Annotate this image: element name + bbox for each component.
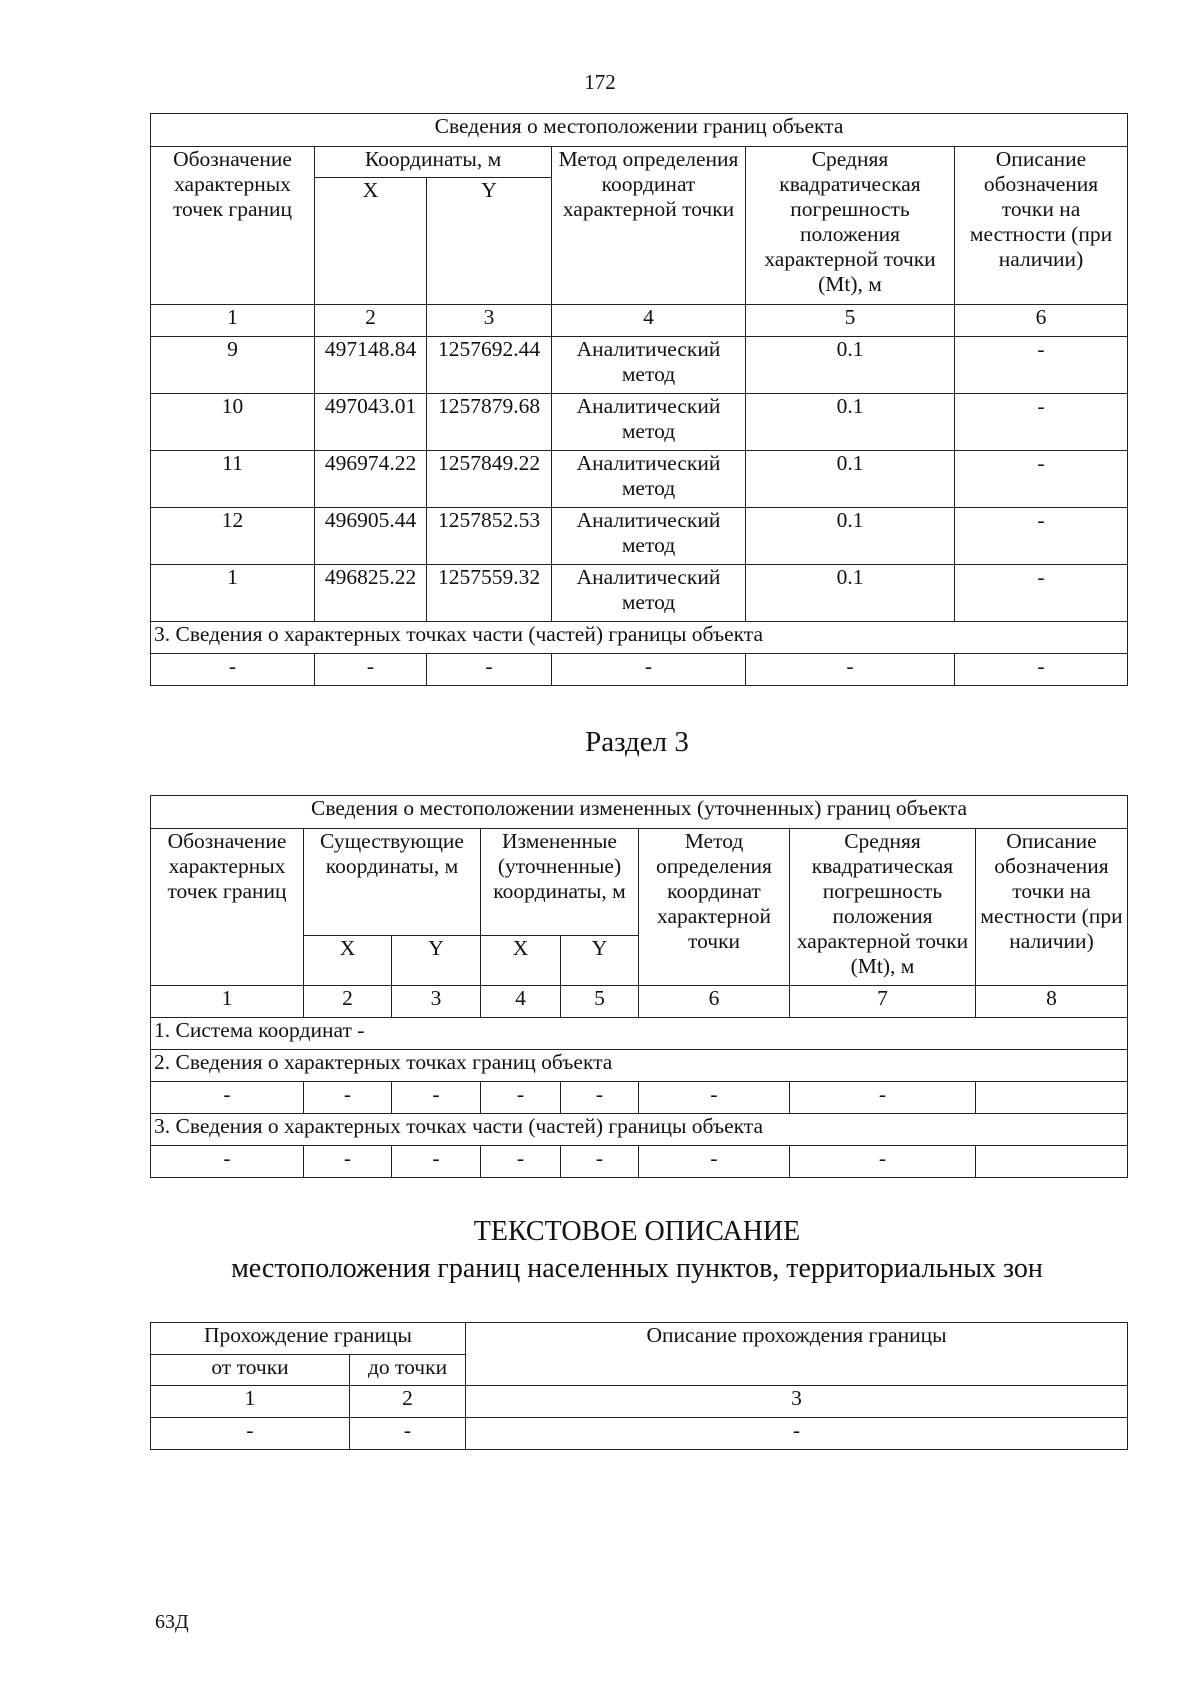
header-x: X: [304, 936, 392, 986]
method-cell: Аналитический метод: [552, 394, 746, 451]
header-mean-error: Средняя квадратическая погрешность положения характерной точки (Mt), м: [746, 147, 955, 305]
header-mean-error: Средняя квадратическая погрешность положения характерной точки (Mt), м: [790, 829, 976, 986]
table-row: [151, 337, 1128, 394]
header-from-point: от точки: [151, 1355, 350, 1386]
description-cell: -: [955, 565, 1128, 622]
point-cell: 9: [151, 337, 315, 394]
column-number: 2: [315, 305, 427, 337]
empty-cell: -: [481, 1146, 561, 1178]
x-cell: 496825.22: [315, 565, 427, 622]
empty-cell: -: [955, 654, 1128, 686]
empty-cell: -: [427, 654, 552, 686]
table-row: [151, 451, 1128, 508]
point-cell: 11: [151, 451, 315, 508]
column-number: 2: [350, 1386, 466, 1418]
error-cell: 0.1: [746, 451, 955, 508]
header-method: Метод определения координат характерной точки: [552, 147, 746, 305]
x-cell: 497043.01: [315, 394, 427, 451]
header-method: Метод определения координат характерной точки: [639, 829, 790, 986]
header-changed-coordinates: Измененные (уточненные) координаты, м: [481, 829, 639, 936]
parts-section-title: 3. Сведения о характерных точках части (частей) границы объекта: [151, 1114, 1128, 1146]
boundary-location-table: [150, 113, 1128, 686]
page-number: 172: [584, 70, 616, 94]
table-row: [151, 1082, 1128, 1114]
table-caption: Сведения о местоположении границ объекта: [151, 114, 1128, 147]
empty-cell: -: [790, 1082, 976, 1114]
header-y: Y: [561, 936, 639, 986]
column-number: 6: [955, 305, 1128, 337]
column-number: 8: [976, 986, 1128, 1018]
coordinate-system-title: 1. Система координат -: [151, 1018, 1128, 1050]
column-numbers-row: [151, 305, 1128, 337]
column-number: 3: [427, 305, 552, 337]
empty-cell: -: [639, 1082, 790, 1114]
header-boundary-passage: Прохождение границы: [151, 1323, 466, 1355]
column-number: 5: [746, 305, 955, 337]
header-x: X: [481, 936, 561, 986]
empty-cell: -: [392, 1146, 481, 1178]
column-numbers-row: [151, 1386, 1128, 1418]
empty-cell: [976, 1146, 1128, 1178]
empty-cell: -: [561, 1146, 639, 1178]
header-point-designation: Обозначение характерных точек границ: [151, 829, 304, 986]
table-row: [151, 508, 1128, 565]
column-number: 2: [304, 986, 392, 1018]
header-passage-description: Описание прохождения границы: [466, 1323, 1128, 1386]
header-coordinates: Координаты, м: [315, 147, 552, 178]
text-description-subtitle: местоположения границ населенных пунктов, территориальных зон: [231, 1253, 1043, 1284]
header-y: Y: [392, 936, 481, 986]
table-caption: Сведения о местоположении измененных (уточненных) границ объекта: [151, 796, 1128, 829]
table-row: [151, 654, 1128, 686]
column-number: 1: [151, 305, 315, 337]
column-number: 3: [392, 986, 481, 1018]
description-cell: -: [955, 337, 1128, 394]
footer-code: 63Д: [155, 1611, 189, 1633]
y-cell: 1257849.22: [427, 451, 552, 508]
y-cell: 1257852.53: [427, 508, 552, 565]
column-number: 4: [552, 305, 746, 337]
empty-cell: -: [392, 1082, 481, 1114]
column-numbers-row: [151, 986, 1128, 1018]
empty-cell: -: [790, 1146, 976, 1178]
x-cell: 497148.84: [315, 337, 427, 394]
y-cell: 1257559.32: [427, 565, 552, 622]
header-y: Y: [427, 178, 552, 305]
empty-cell: -: [350, 1418, 466, 1450]
method-cell: Аналитический метод: [552, 337, 746, 394]
empty-cell: -: [151, 1146, 304, 1178]
changed-boundaries-table: [150, 795, 1128, 1178]
header-x: X: [315, 178, 427, 305]
point-cell: 1: [151, 565, 315, 622]
description-cell: -: [955, 394, 1128, 451]
error-cell: 0.1: [746, 508, 955, 565]
header-to-point: до точки: [350, 1355, 466, 1386]
empty-cell: -: [151, 654, 315, 686]
y-cell: 1257692.44: [427, 337, 552, 394]
method-cell: Аналитический метод: [552, 508, 746, 565]
points-section-title: 2. Сведения о характерных точках границ объекта: [151, 1050, 1128, 1082]
column-number: 3: [466, 1386, 1128, 1418]
empty-cell: -: [481, 1082, 561, 1114]
error-cell: 0.1: [746, 394, 955, 451]
empty-cell: -: [639, 1146, 790, 1178]
method-cell: Аналитический метод: [552, 565, 746, 622]
section-heading: Раздел 3: [585, 726, 689, 758]
error-cell: 0.1: [746, 565, 955, 622]
empty-cell: -: [304, 1146, 392, 1178]
header-existing-coordinates: Существующие координаты, м: [304, 829, 481, 936]
x-cell: 496905.44: [315, 508, 427, 565]
empty-cell: -: [315, 654, 427, 686]
boundary-passage-table: [150, 1322, 1128, 1450]
column-number: 1: [151, 1386, 350, 1418]
column-number: 6: [639, 986, 790, 1018]
empty-cell: -: [561, 1082, 639, 1114]
x-cell: 496974.22: [315, 451, 427, 508]
empty-cell: -: [552, 654, 746, 686]
error-cell: 0.1: [746, 337, 955, 394]
point-cell: 10: [151, 394, 315, 451]
column-number: 5: [561, 986, 639, 1018]
text-description-title: ТЕКСТОВОЕ ОПИСАНИЕ: [473, 1216, 801, 1247]
table-row: [151, 394, 1128, 451]
table-row: [151, 1146, 1128, 1178]
empty-cell: -: [466, 1418, 1128, 1450]
column-number: 1: [151, 986, 304, 1018]
description-cell: -: [955, 508, 1128, 565]
header-point-description: Описание обозначения точки на местности (при наличии): [955, 147, 1128, 305]
point-cell: 12: [151, 508, 315, 565]
y-cell: 1257879.68: [427, 394, 552, 451]
empty-cell: -: [304, 1082, 392, 1114]
method-cell: Аналитический метод: [552, 451, 746, 508]
column-number: 7: [790, 986, 976, 1018]
table-row: [151, 1418, 1128, 1450]
empty-cell: [976, 1082, 1128, 1114]
header-point-description: Описание обозначения точки на местности (при наличии): [976, 829, 1128, 986]
empty-cell: -: [151, 1418, 350, 1450]
description-cell: -: [955, 451, 1128, 508]
parts-section-title: 3. Сведения о характерных точках части (частей) границы объекта: [151, 622, 1128, 654]
table-row: [151, 565, 1128, 622]
header-point-designation: Обозначение характерных точек границ: [151, 147, 315, 305]
empty-cell: -: [151, 1082, 304, 1114]
column-number: 4: [481, 986, 561, 1018]
empty-cell: -: [746, 654, 955, 686]
